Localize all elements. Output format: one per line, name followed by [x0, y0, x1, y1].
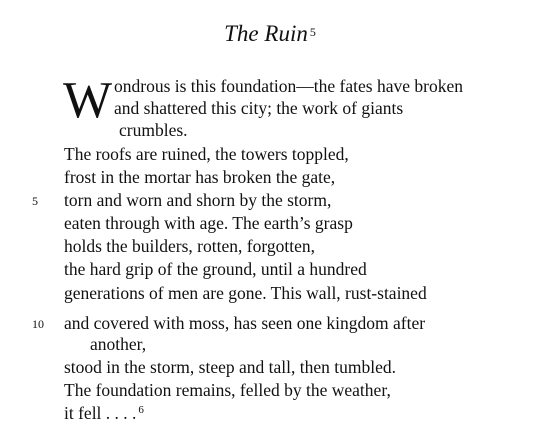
poem-line-10-continued: another,	[90, 334, 147, 354]
end-footnote-marker: 6	[138, 404, 144, 416]
title-footnote-marker: 5	[309, 25, 316, 39]
poem-line-13-text: it fell . . . .	[64, 403, 137, 423]
poem-line-10: and covered with moss, has seen one kingdom after	[64, 313, 426, 333]
poem-line-9: generations of men are gone. This wall, rust-stained	[64, 283, 427, 303]
poem-line-5: torn and worn and shorn by the storm,	[64, 190, 332, 210]
poem-line-6: eaten through with age. The earth’s grasp	[64, 213, 353, 233]
poem-title	[0, 19, 540, 49]
drop-cap: W	[63, 72, 113, 129]
poem-line-11: stood in the storm, steep and tall, then tumbled.	[64, 357, 396, 377]
poem-line-4: frost in the mortar has broken the gate,	[64, 167, 336, 187]
poem-line-12: The foundation remains, felled by the weather,	[64, 380, 391, 400]
poem-title-text: The Ruin	[224, 21, 308, 46]
poem-line-13	[64, 402, 144, 424]
poem-line-7: holds the builders, rotten, forgotten,	[64, 236, 315, 256]
poem-line-2: and shattered this city; the work of giants	[114, 98, 404, 118]
poem-line-8: the hard grip of the ground, until a hundred	[64, 259, 367, 279]
line-number-10: 10	[32, 317, 44, 331]
line-number-5: 5	[32, 194, 38, 208]
poem-line-1: ondrous is this foundation—the fates have broken	[114, 76, 463, 96]
poem-line-2-continued: crumbles.	[119, 120, 188, 140]
poem-line-3: The roofs are ruined, the towers toppled,	[64, 144, 349, 164]
